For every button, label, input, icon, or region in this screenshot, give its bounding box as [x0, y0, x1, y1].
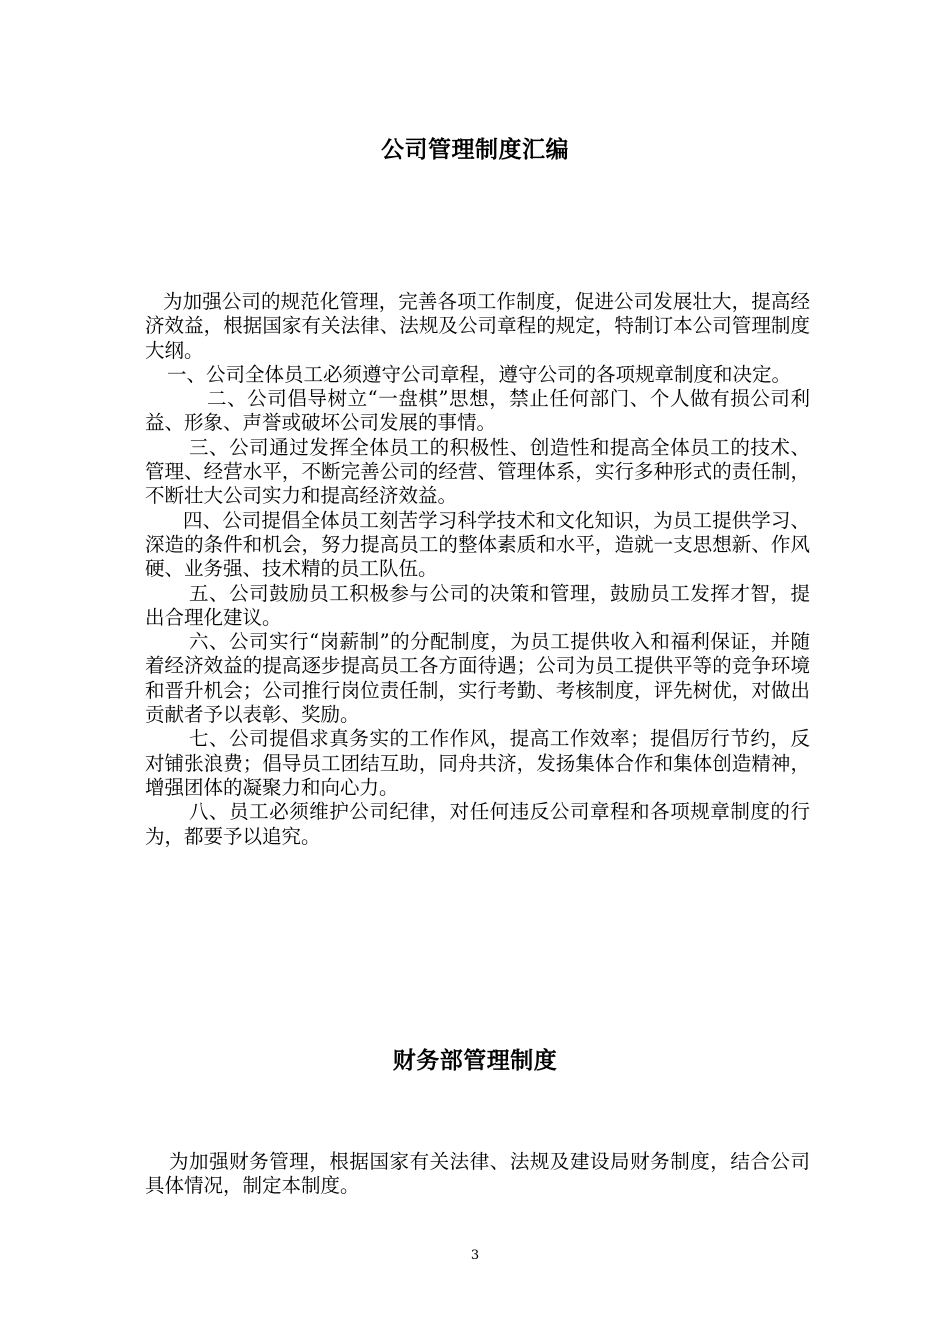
- paragraph-rule-1: 一、公司全体员工必须遵守公司章程，遵守公司的各项规章制度和决定。: [167, 362, 792, 386]
- section-title-company-rules: 公司管理制度汇编: [381, 137, 569, 163]
- paragraph-rule-3: 三、公司通过发挥全体员工的积极性、创造性和提高全体员工的技术、管理、经营水平，不断完善公司的经营、管理体系，实行多种形式的责任制，不断壮大公司实力和提高经济效益。: [145, 435, 810, 508]
- paragraph-intro: 为加强公司的规范化管理，完善各项工作制度，促进公司发展壮大，提高经济效益，根据国家有关法律、法规及公司章程的规定，特制订本公司管理制度大纲。: [145, 290, 810, 362]
- paragraph-rule-2: 二、公司倡导树立“一盘棋”思想，禁止任何部门、个人做有损公司利益、形象、声誉或破坏公司发展的事情。: [145, 387, 810, 435]
- page-number: 3: [470, 1248, 480, 1263]
- paragraph-rule-4: 四、公司提倡全体员工刻苦学习科学技术和文化知识，为员工提供学习、深造的条件和机会，努力提高员工的整体素质和水平，造就一支思想新、作风硬、业务强、技术精的员工队伍。: [145, 508, 810, 581]
- section-body-company-rules: [145, 290, 810, 849]
- paragraph-rule-6: 六、公司实行“岗薪制”的分配制度，为员工提供收入和福利保证，并随着经济效益的提高逐步提高员工各方面待遇；公司为员工提供平等的竞争环境和晋升机会；公司推行岗位责任制，实行考勤、考核制度，评先树优，对做出贡献者予以表彰、奖励。: [145, 630, 810, 727]
- paragraph-rule-8: 八、员工必须维护公司纪律，对任何违反公司章程和各项规章制度的行为，都要予以追究。: [145, 800, 810, 848]
- section-title-finance-rules: 财务部管理制度: [392, 1048, 558, 1074]
- section-body-finance-rules: [145, 1150, 810, 1199]
- paragraph-finance-intro: 为加强财务管理，根据国家有关法律、法规及建设局财务制度，结合公司具体情况，制定本制度。: [145, 1150, 810, 1198]
- paragraph-rule-5: 五、公司鼓励员工积极参与公司的决策和管理，鼓励员工发挥才智，提出合理化建议。: [145, 581, 810, 629]
- paragraph-rule-7: 七、公司提倡求真务实的工作作风，提高工作效率；提倡厉行节约，反对铺张浪费；倡导员工团结互助，同舟共济，发扬集体合作和集体创造精神，增强团体的凝聚力和向心力。: [145, 727, 810, 799]
